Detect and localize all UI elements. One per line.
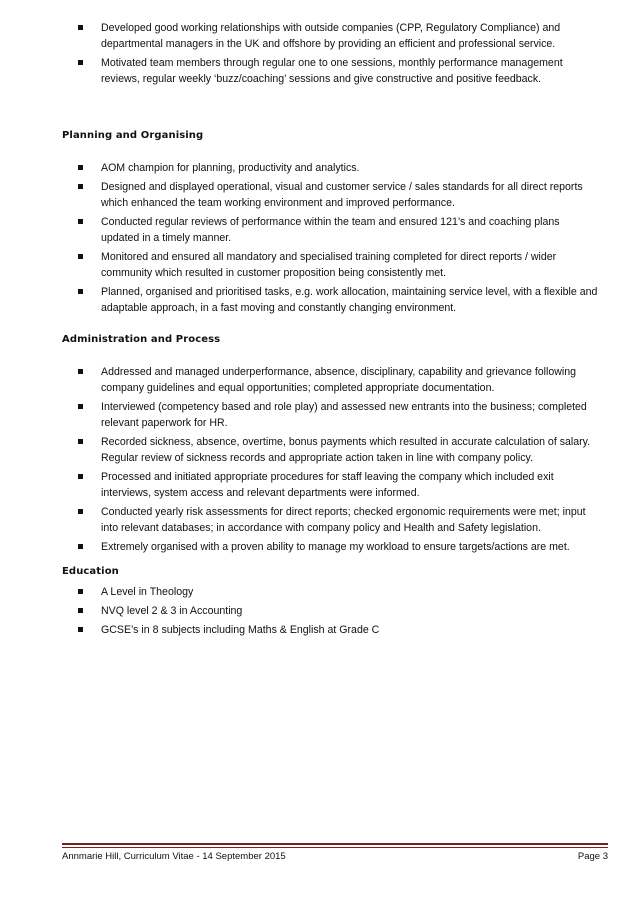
section-heading-planning: Planning and Organising [62,130,204,141]
bullet-square-icon [78,544,83,549]
footer-page-number: Page 3 [577,851,608,862]
administration-bullet-list [0,364,638,558]
list-item: Extremely organised with a proven ability to manage my workload to ensure targets/actions are met. [0,539,638,555]
bullet-square-icon [78,184,83,189]
list-item: Developed good working relationships with outside companies (CPP, Regulatory Compliance) and departmental managers in the UK and offshore by providing an efficient and professional service. [0,20,638,52]
section-heading-education: Education [62,566,119,577]
list-item: Conducted regular reviews of performance within the team and ensured 121’s and coaching plans updated in a timely manner. [0,214,638,246]
list-item: NVQ level 2 & 3 in Accounting [0,603,419,619]
bullet-square-icon [78,627,83,632]
bullet-square-icon [78,369,83,374]
section-heading-administration: Administration and Process [62,334,221,345]
list-item: Addressed and managed underperformance, absence, disciplinary, capability and grievance following company guidelines and equal opportunities; completed appropriate documentation. [0,364,638,396]
footer-document-title: Annmarie Hill, Curriculum Vitae - 14 September 2015 [62,851,286,862]
list-item: A Level in Theology [0,584,419,600]
bullet-square-icon [78,439,83,444]
bullet-square-icon [78,404,83,409]
list-item: Conducted yearly risk assessments for direct reports; checked ergonomic requirements were met; input into relevant databases; in accordance with company policy and Health and Safety legislation. [0,504,638,536]
bullet-square-icon [78,165,83,170]
bullet-square-icon [78,289,83,294]
footer-divider-thin [62,847,608,848]
bullet-square-icon [78,60,83,65]
list-item: Interviewed (competency based and role play) and assessed new entrants into the business; completed relevant paperwork for HR. [0,399,638,431]
top-bullet-list [0,20,638,90]
list-item: Designed and displayed operational, visual and customer service / sales standards for all direct reports which enhanced the team working environment and improved performance. [0,179,638,211]
bullet-square-icon [78,474,83,479]
list-item: Recorded sickness, absence, overtime, bonus payments which resulted in accurate calculation of salary. Regular review of sickness records and appropriate action taken in line with company policy. [0,434,638,466]
bullet-square-icon [78,219,83,224]
list-item: GCSE’s in 8 subjects including Maths & English at Grade C [0,622,419,638]
list-item: Processed and initiated appropriate procedures for staff leaving the company which included exit interviews, system access and relevant departments were informed. [0,469,638,501]
bullet-square-icon [78,25,83,30]
bullet-square-icon [78,509,83,514]
bullet-square-icon [78,254,83,259]
list-item: Monitored and ensured all mandatory and specialised training completed for direct reports / wider community which resulted in customer proposition being consistently met. [0,249,638,281]
bullet-square-icon [78,589,83,594]
list-item: AOM champion for planning, productivity and analytics. [0,160,638,176]
bullet-square-icon [78,608,83,613]
planning-bullet-list [0,160,638,319]
footer-divider-thick [62,843,608,845]
education-bullet-list [0,584,419,641]
list-item: Motivated team members through regular one to one sessions, monthly performance management reviews, regular weekly ‘buzz/coaching’ sessions and give constructive and positive feedback. [0,55,638,87]
list-item: Planned, organised and prioritised tasks, e.g. work allocation, maintaining service level, with a flexible and adaptable approach, in a fast moving and constantly changing environment. [0,284,638,316]
